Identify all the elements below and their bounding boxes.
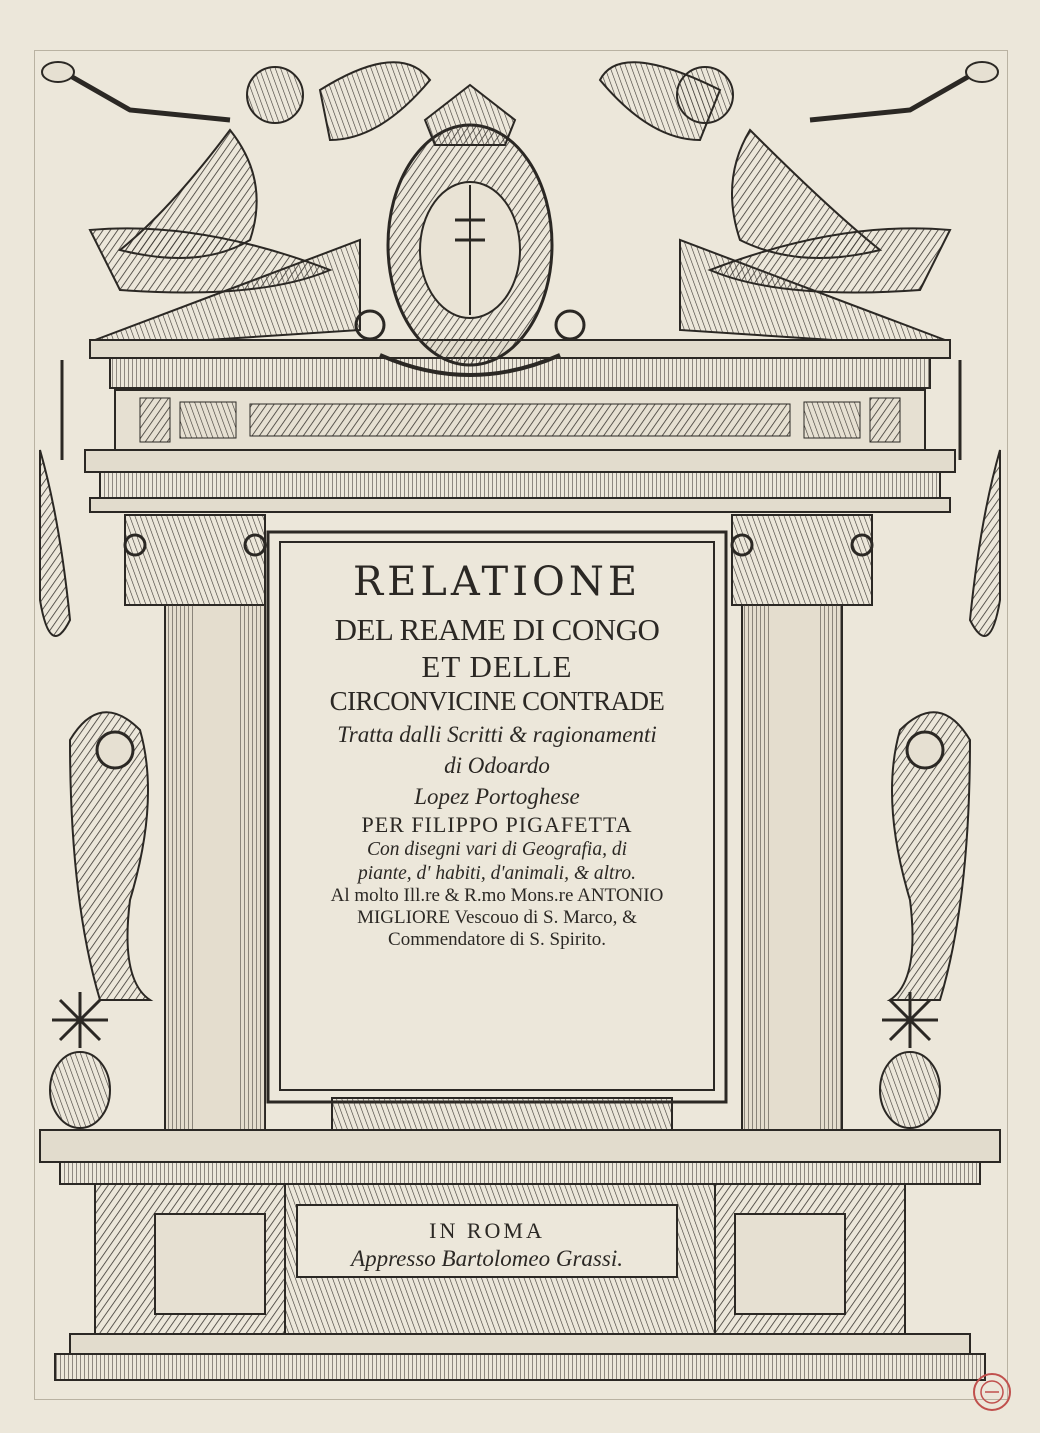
subtitle-line-6: di Odoardo bbox=[444, 753, 550, 778]
star-right bbox=[882, 992, 938, 1048]
title-line-4: CIRCONVICINE CONTRADE bbox=[329, 686, 665, 716]
entablature bbox=[85, 390, 955, 512]
volute-right bbox=[890, 712, 970, 1000]
title-line-2: DEL REAME DI CONGO bbox=[334, 612, 660, 647]
description-line-2: piante, d' habiti, d'animali, & altro. bbox=[358, 862, 636, 884]
garland-left bbox=[40, 360, 70, 636]
capital-right bbox=[732, 515, 872, 605]
column-right bbox=[742, 605, 842, 1130]
title-line-3: ET DELLE bbox=[421, 649, 573, 684]
dedication-line-3: Commendatore di S. Spirito. bbox=[388, 929, 606, 950]
dedication-line-1: Al molto Ill.re & R.mo Mons.re ANTONIO bbox=[330, 885, 664, 906]
editor-line: PER FILIPPO PIGAFETTA bbox=[361, 812, 633, 837]
column-left bbox=[165, 605, 265, 1130]
library-stamp bbox=[970, 1370, 1014, 1414]
title-panel bbox=[282, 540, 712, 1088]
dedication-line-2: MIGLIORE Vescouo di S. Marco, & bbox=[357, 907, 637, 928]
garland-right bbox=[960, 360, 1000, 636]
coat-of-arms bbox=[356, 85, 584, 375]
star-left bbox=[52, 992, 108, 1048]
imprint-city: IN ROMA bbox=[429, 1218, 545, 1243]
imprint-panel bbox=[297, 1210, 677, 1270]
imprint-printer: Appresso Bartolomeo Grassi. bbox=[351, 1246, 623, 1271]
trumpeting-angel-left bbox=[42, 62, 430, 293]
subtitle-line-5: Tratta dalli Scritti & ragionamenti bbox=[337, 722, 657, 747]
author-line: Lopez Portoghese bbox=[414, 784, 580, 809]
description-line-1: Con disegni vari di Geografia, di bbox=[367, 839, 627, 860]
capital-left bbox=[125, 515, 265, 605]
volute-left bbox=[70, 712, 150, 1000]
trumpeting-angel-right bbox=[600, 62, 998, 293]
title-main: RELATIONE bbox=[352, 559, 642, 605]
